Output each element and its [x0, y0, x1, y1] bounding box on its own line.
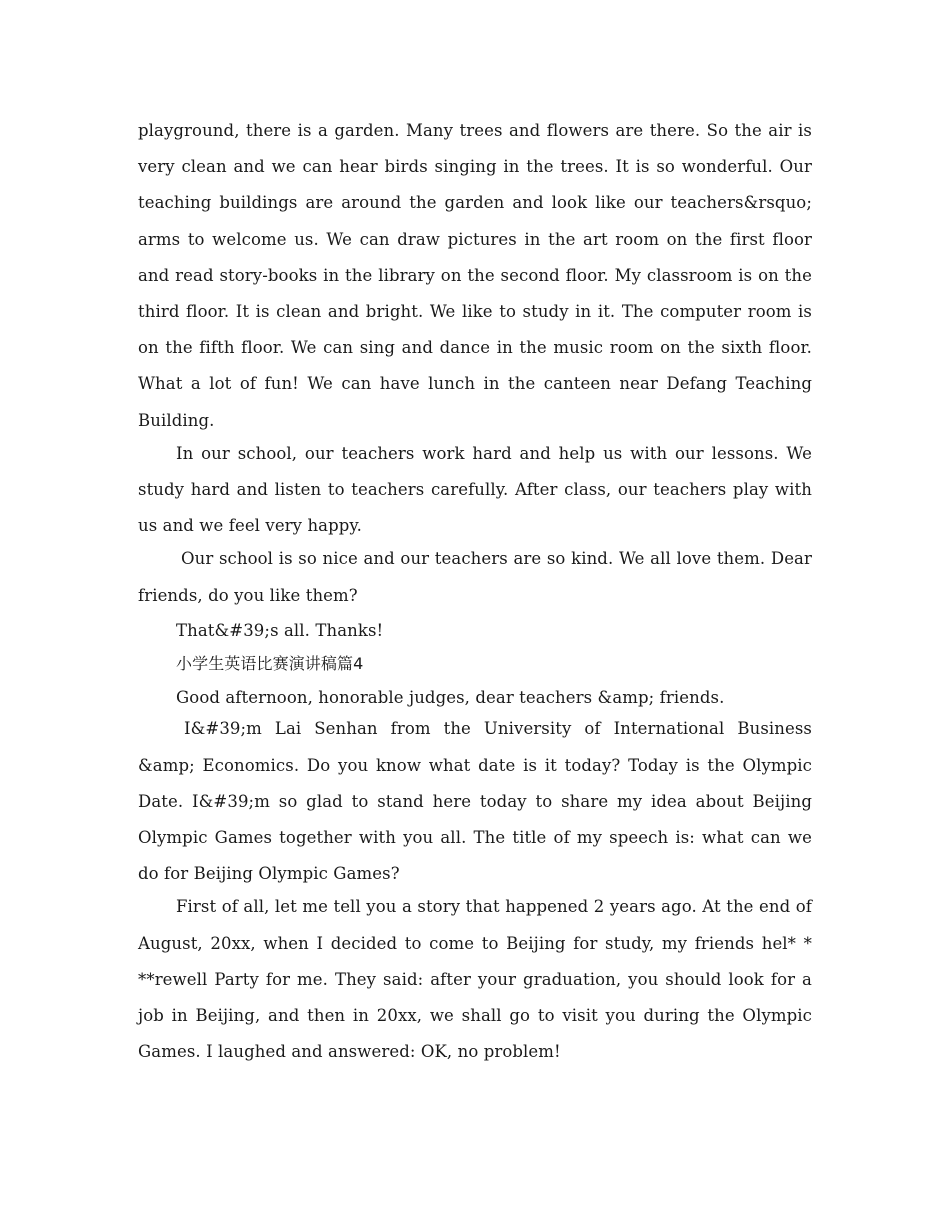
paragraph-thanks: That&#39;s all. Thanks! [176, 620, 384, 640]
paragraph-story: First of all, let me tell you a story that happened 2 years ago. At the end of August, 20xx, when I decided to come to Beijing for study, my friends hel* * **rewell Party for me. They said: after your graduation, you should look for a job in Beijing, and then in 20xx, we shall go to visit you during the Olympic Games. I laughed and answered: OK, no problem! [138, 897, 812, 1062]
paragraph-introduction: I&#39;m Lai Senhan from the University of International Business &amp; Economics. Do you know what date is it today? Today is the Olympic Date. I&#39;m so glad to stand here today to share my idea about Beijing Olympic Games together with you all. The title of my speech is: what can we do for Beijing Olympic Games? [138, 719, 812, 884]
paragraph-greeting: Good afternoon, honorable judges, dear teachers &amp; friends. [176, 687, 725, 707]
paragraph-school-description: playground, there is a garden. Many trees and flowers are there. So the air is very clean and we can hear birds singing in the trees. It is so wonderful. Our teaching buildings are around the garden and look like our teachers&rsquo; arms to welcome us. We can draw pictures in the art room on the first floor and read story-books in the library on the second floor. My classroom is on the third floor. It is clean and bright. We like to study in it. The computer room is on the fifth floor. We can sing and dance in the music room on the sixth floor. What a lot of fun! We can have lunch in the canteen near Defang Teaching Building. [138, 121, 812, 430]
document-body [138, 113, 812, 1070]
section-heading: 小学生英语比赛演讲稿篇4 [176, 654, 364, 674]
paragraph-teachers: In our school, our teachers work hard and help us with our lessons. We study hard and listen to teachers carefully. After class, our teachers play with us and we feel very happy. [138, 443, 812, 536]
paragraph-conclusion: Our school is so nice and our teachers are so kind. We all love them. Dear friends, do you like them? [138, 549, 812, 605]
